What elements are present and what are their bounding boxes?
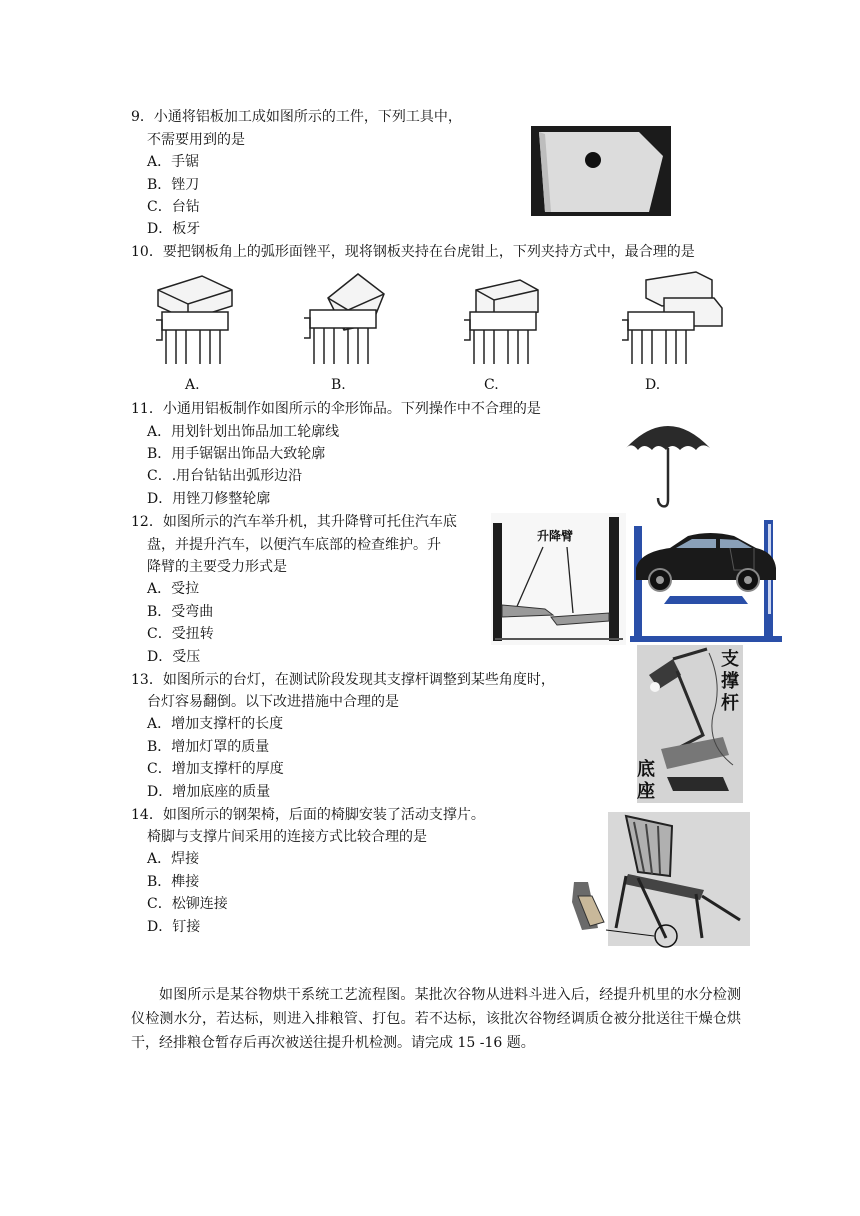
- q13-stem-1: 13．如图所示的台灯，在测试阶段发现其支撑杆调整到某些角度时，: [131, 672, 555, 688]
- q12-option-a: A．受拉: [147, 581, 200, 597]
- q12-stem-2: 盘，并提升汽车，以便汽车底部的检查维护。升: [147, 537, 441, 553]
- q14-stem-2: 椅脚与支撑片间采用的连接方式比较合理的是: [147, 829, 427, 845]
- q13-option-a: A．增加支撑杆的长度: [147, 716, 284, 732]
- q13-label-char-3: 杆: [721, 693, 739, 714]
- q10-stem: 10．要把钢板角上的弧形面锉平，现将钢板夹持在台虎钳上，下列夹持方式中，最合理的是: [131, 244, 695, 260]
- q9-option-c: C．台钻: [147, 199, 200, 215]
- q11-option-b: B．用手锯锯出饰品大致轮廓: [147, 446, 326, 462]
- q11-option-c: C．.用台钻钻出弧形边沿: [147, 468, 303, 484]
- q12-lift-diagram: [491, 513, 626, 645]
- q14-option-b: B．榫接: [147, 874, 200, 890]
- q13-stem-2: 台灯容易翻倒。以下改进措施中合理的是: [147, 694, 399, 710]
- q12-option-c: C．受扭转: [147, 626, 214, 642]
- q9-workpiece-figure: [531, 126, 671, 216]
- q9-stem-1: 9．小通将铝板加工成如图所示的工件，下列工具中，: [131, 109, 462, 125]
- q14-stem-1: 14．如图所示的钢架椅，后面的椅脚安装了活动支撑片。: [131, 807, 485, 823]
- q14-option-d: D．钉接: [147, 919, 201, 935]
- q10-label-b: B.: [331, 377, 346, 393]
- q13-label-char-1: 支: [721, 649, 739, 670]
- q10-label-a: A.: [185, 377, 200, 393]
- q13-option-c: C．增加支撑杆的厚度: [147, 761, 284, 777]
- q12-option-d: D．受压: [147, 649, 201, 665]
- q12-lift-arm-label: 升降臂: [537, 529, 574, 543]
- q9-stem-2: 不需要用到的是: [147, 132, 245, 148]
- q11-stem: 11．小通用铝板制作如图所示的伞形饰品。下列操作中不合理的是: [131, 401, 541, 417]
- q12-option-b: B．受弯曲: [147, 604, 214, 620]
- q11-umbrella-figure: [622, 408, 714, 510]
- q10-vise-figure-d: [616, 268, 726, 368]
- q13-label-char-2: 撑: [721, 671, 739, 692]
- q15-16-intro-text: 如图所示是某谷物烘干系统工艺流程图。某批次谷物从进料斗进入后，经提升机里的水分检测仪检测水分，若达标，则进入排粮管、打包。若不达标，该批次谷物经调质仓被分批送往干燥仓烘干，经排粮仓暂存后再次被送往提升机检测。请完成 15 -16 题。: [131, 987, 741, 1051]
- q12-stem-3: 降臂的主要受力形式是: [147, 559, 287, 575]
- q11-option-d: D．用锉刀修整轮廓: [147, 491, 271, 507]
- q12-stem-1: 12．如图所示的汽车举升机，其升降臂可托住汽车底: [131, 514, 457, 530]
- q13-lamp-figure: [637, 645, 743, 803]
- q10-label-c: C.: [484, 377, 499, 393]
- q13-label-char-5: 座: [637, 781, 655, 802]
- q10-vise-figure-a: [150, 268, 240, 368]
- q10-vise-figure-c: [458, 268, 548, 368]
- q10-vise-figure-b: [298, 268, 388, 368]
- q14-option-c: C．松铆连接: [147, 896, 228, 912]
- q15-16-intro-paragraph: [131, 983, 741, 1055]
- q9-option-b: B．锉刀: [147, 177, 200, 193]
- q14-chair-figure: [568, 812, 750, 950]
- q9-option-d: D．板牙: [147, 221, 201, 237]
- q13-option-d: D．增加底座的质量: [147, 784, 271, 800]
- q11-option-a: A．用划针划出饰品加工轮廓线: [147, 424, 340, 440]
- q9-option-a: A．手锯: [147, 154, 200, 170]
- q13-label-char-4: 底: [637, 759, 655, 780]
- q14-option-a: A．焊接: [147, 851, 200, 867]
- q10-label-d: D.: [645, 377, 661, 393]
- q13-option-b: B．增加灯罩的质量: [147, 739, 270, 755]
- q12-car-lift-photo: [630, 518, 782, 646]
